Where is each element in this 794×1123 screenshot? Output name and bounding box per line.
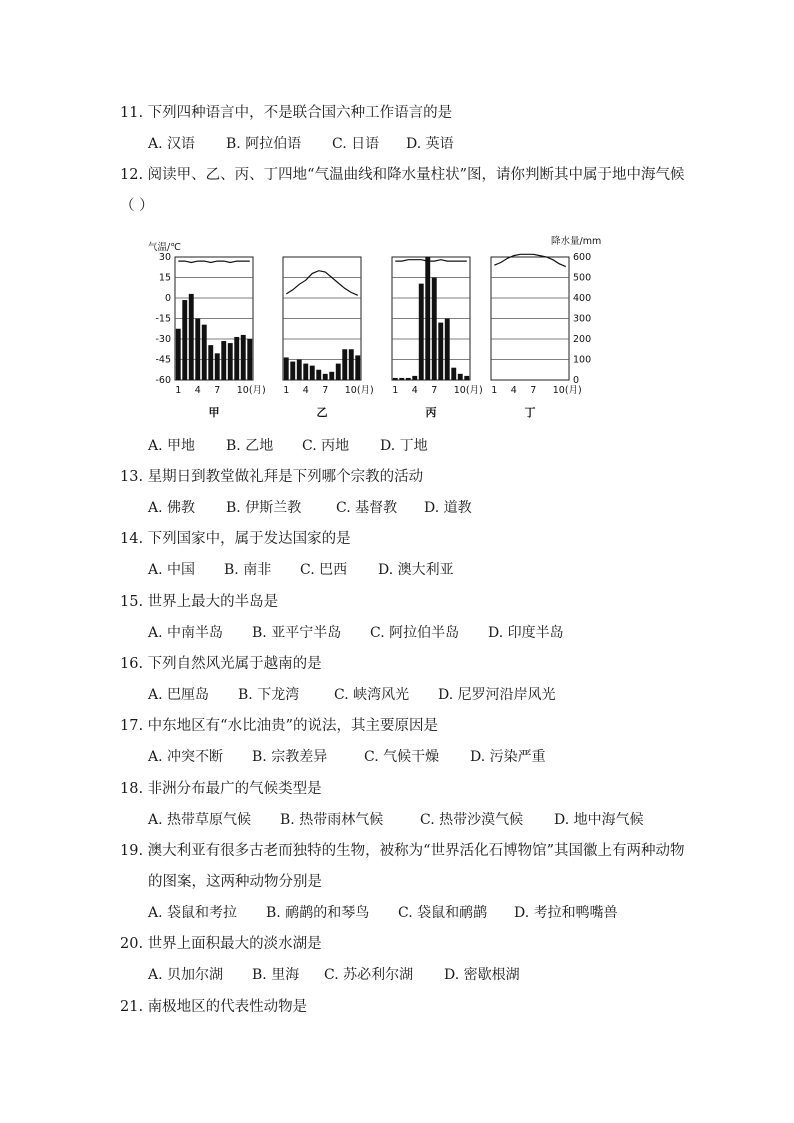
question-11-options [148, 134, 454, 154]
option-b[interactable]: B. 鸸鹋的和琴鸟 [266, 905, 370, 921]
temp-axis-label: 气温/℃ [148, 242, 181, 253]
option-c[interactable]: C. 巴西 [300, 562, 348, 578]
climate-panel-1 [175, 257, 266, 419]
question-16-options [148, 685, 556, 705]
temperature-curve [178, 261, 250, 262]
precip-axis-label: 降水量/mm [551, 236, 602, 247]
option-d[interactable]: D. 丁地 [380, 438, 428, 454]
precip-bar [349, 349, 354, 380]
precip-bar [215, 353, 220, 380]
option-c[interactable]: C. 丙地 [302, 438, 350, 454]
option-b[interactable]: B. 南非 [224, 562, 272, 578]
month-tick-label: 7 [530, 385, 537, 396]
month-tick-label: 4 [411, 385, 418, 396]
question-13-stem: 13. 星期日到教堂做礼拜是下列哪个宗教的活动 [120, 469, 424, 485]
precip-tick-label: 400 [573, 293, 592, 304]
option-c[interactable]: C. 苏必利尔湖 [324, 967, 414, 983]
precip-bar [310, 366, 315, 380]
precip-tick-label: 0 [573, 375, 580, 386]
option-b[interactable]: B. 宗教差异 [252, 749, 328, 765]
option-b[interactable]: B. 乙地 [226, 438, 274, 454]
precip-tick-label: 600 [573, 252, 592, 263]
option-d[interactable]: D. 尼罗河沿岸风光 [438, 687, 556, 703]
option-c[interactable]: C. 阿拉伯半岛 [370, 625, 460, 641]
option-a[interactable]: A. 巴厘岛 [148, 687, 210, 703]
month-tick-label: 7 [214, 385, 221, 396]
month-tick-label: 4 [302, 385, 309, 396]
month-tick-label: 1 [392, 385, 399, 396]
question-13-options [148, 498, 472, 518]
question-18-stem: 18. 非洲分布最广的气候类型是 [120, 781, 322, 797]
precip-bar [425, 257, 430, 380]
precip-bar [406, 378, 411, 380]
month-tick-label: 10(月) [236, 385, 266, 396]
month-tick-label: 1 [283, 385, 290, 396]
month-tick-label: 7 [431, 385, 438, 396]
option-a[interactable]: A. 中南半岛 [148, 625, 224, 641]
option-c[interactable]: C. 日语 [332, 136, 380, 152]
temp-tick-label: 15 [158, 272, 171, 284]
precip-tick-label: 200 [573, 334, 592, 345]
precip-bar [284, 357, 289, 380]
precip-bar [234, 337, 239, 380]
question-18-options [148, 810, 644, 830]
panel-caption: 乙 [316, 406, 328, 419]
precip-tick-label: 300 [573, 313, 592, 325]
panel-caption: 丁 [524, 406, 536, 419]
precip-bar [336, 364, 341, 380]
option-d[interactable]: D. 澳大利亚 [378, 562, 454, 578]
precip-bar [228, 343, 233, 380]
option-b[interactable]: B. 里海 [252, 967, 300, 983]
month-tick-label: 10(月) [453, 385, 483, 396]
precip-bar [393, 378, 398, 380]
option-c[interactable]: C. 气候干燥 [364, 749, 440, 765]
option-a[interactable]: A. 热带草原气候 [148, 812, 252, 828]
option-a[interactable]: A. 贝加尔湖 [148, 967, 224, 983]
month-tick-label: 10(月) [344, 385, 374, 396]
precip-tick-label: 100 [573, 354, 592, 366]
question-15-stem: 15. 世界上最大的半岛是 [120, 594, 279, 610]
climate-panel-3 [392, 257, 483, 419]
question-12-options [148, 436, 428, 456]
option-d[interactable]: D. 密歇根湖 [444, 967, 520, 983]
question-14-stem: 14. 下列国家中，属于发达国家的是 [120, 531, 351, 547]
month-tick-label: 7 [322, 385, 329, 396]
option-d[interactable]: D. 英语 [406, 136, 454, 152]
option-a[interactable]: A. 冲突不断 [148, 749, 224, 765]
precip-bar [247, 339, 252, 380]
temp-tick-label: -45 [155, 354, 171, 366]
precip-bar [432, 278, 437, 381]
question-21-stem: 21. 南极地区的代表性动物是 [120, 999, 308, 1015]
precip-bar [464, 376, 469, 380]
precip-bar [458, 374, 463, 380]
month-tick-label: 4 [194, 385, 201, 396]
precip-bar [182, 300, 187, 380]
option-c[interactable]: C. 袋鼠和鸸鹋 [398, 905, 488, 921]
option-b[interactable]: B. 伊斯兰教 [226, 500, 302, 516]
precip-bar [316, 370, 321, 380]
precip-bar [221, 341, 226, 380]
question-16-stem: 16. 下列自然风光属于越南的是 [120, 656, 322, 672]
precip-bar [355, 355, 360, 380]
precip-bar [189, 294, 194, 380]
question-19-stem-cont: 的图案，这两种动物分别是 [148, 874, 322, 890]
temperature-curve [494, 254, 566, 266]
climate-charts [145, 232, 615, 422]
precip-bar [323, 374, 328, 380]
option-b[interactable]: B. 阿拉伯语 [226, 136, 302, 152]
precip-bar [241, 335, 246, 380]
precip-bar [445, 319, 450, 381]
month-tick-label: 4 [510, 385, 517, 396]
temp-tick-label: 0 [164, 293, 171, 304]
panel-caption: 甲 [208, 406, 220, 419]
precip-bar [202, 325, 207, 380]
precip-bar [290, 362, 295, 380]
question-17-stem: 17. 中东地区有“水比油贵”的说法，其主要原因是 [120, 718, 438, 734]
temperature-curve [286, 271, 358, 296]
option-c[interactable]: C. 峡湾风光 [334, 687, 410, 703]
question-20-options [148, 965, 520, 985]
precip-bar [329, 372, 334, 380]
precip-bar [176, 329, 181, 380]
climate-panel-4 [491, 254, 582, 419]
option-d[interactable]: D. 印度半岛 [488, 625, 564, 641]
precip-bar [195, 319, 200, 381]
temp-tick-label: -60 [155, 375, 171, 386]
option-a[interactable]: A. 中国 [148, 562, 196, 578]
option-a[interactable]: A. 袋鼠和考拉 [148, 905, 238, 921]
month-tick-label: 10(月) [552, 385, 582, 396]
temp-tick-label: 30 [158, 252, 171, 263]
precip-bar [451, 368, 456, 380]
question-20-stem: 20. 世界上面积最大的淡水湖是 [120, 936, 322, 952]
temp-tick-label: -15 [155, 313, 171, 325]
panel-caption: 丙 [425, 406, 437, 419]
precip-bar [412, 376, 417, 380]
option-b[interactable]: B. 热带雨林气候 [280, 812, 384, 828]
question-11-stem: 11. 下列四种语言中，不是联合国六种工作语言的是 [120, 105, 453, 121]
option-c[interactable]: C. 基督教 [336, 500, 398, 516]
climate-chart-figure [145, 232, 615, 422]
option-b[interactable]: B. 下龙湾 [238, 687, 300, 703]
precip-bar [297, 360, 302, 381]
temp-tick-label: -30 [155, 334, 171, 345]
precip-bar [208, 345, 213, 380]
question-19-options [148, 903, 618, 923]
climate-panel-2 [283, 257, 374, 419]
precip-bar [399, 378, 404, 380]
question-12-stem: 12. 阅读甲、乙、丙、丁四地“气温曲线和降水量柱状”图，请你判断其中属于地中海气候 [120, 167, 685, 183]
question-12-stem-cont: （ ） [120, 198, 154, 214]
option-a[interactable]: A. 佛教 [148, 500, 196, 516]
option-a[interactable]: A. 汉语 [148, 136, 196, 152]
question-14-options [148, 560, 454, 580]
option-d[interactable]: D. 考拉和鸭嘴兽 [514, 905, 618, 921]
option-d[interactable]: D. 污染严重 [470, 749, 546, 765]
question-17-options [148, 747, 546, 767]
temperature-curve [395, 260, 467, 261]
precip-bar [303, 364, 308, 380]
precip-tick-label: 500 [573, 272, 592, 284]
precip-bar [438, 323, 443, 380]
question-15-options [148, 623, 564, 643]
option-c[interactable]: C. 热带沙漠气候 [420, 812, 524, 828]
option-d[interactable]: D. 地中海气候 [554, 812, 644, 828]
question-19-stem: 19. 澳大利亚有很多古老而独特的生物，被称为“世界活化石博物馆”其国徽上有两种动物 [120, 843, 685, 859]
option-b[interactable]: B. 亚平宁半岛 [252, 625, 342, 641]
month-tick-label: 1 [491, 385, 498, 396]
month-tick-label: 1 [175, 385, 182, 396]
precip-bar [342, 349, 347, 380]
option-a[interactable]: A. 甲地 [148, 438, 196, 454]
option-d[interactable]: D. 道教 [424, 500, 472, 516]
precip-bar [419, 284, 424, 380]
